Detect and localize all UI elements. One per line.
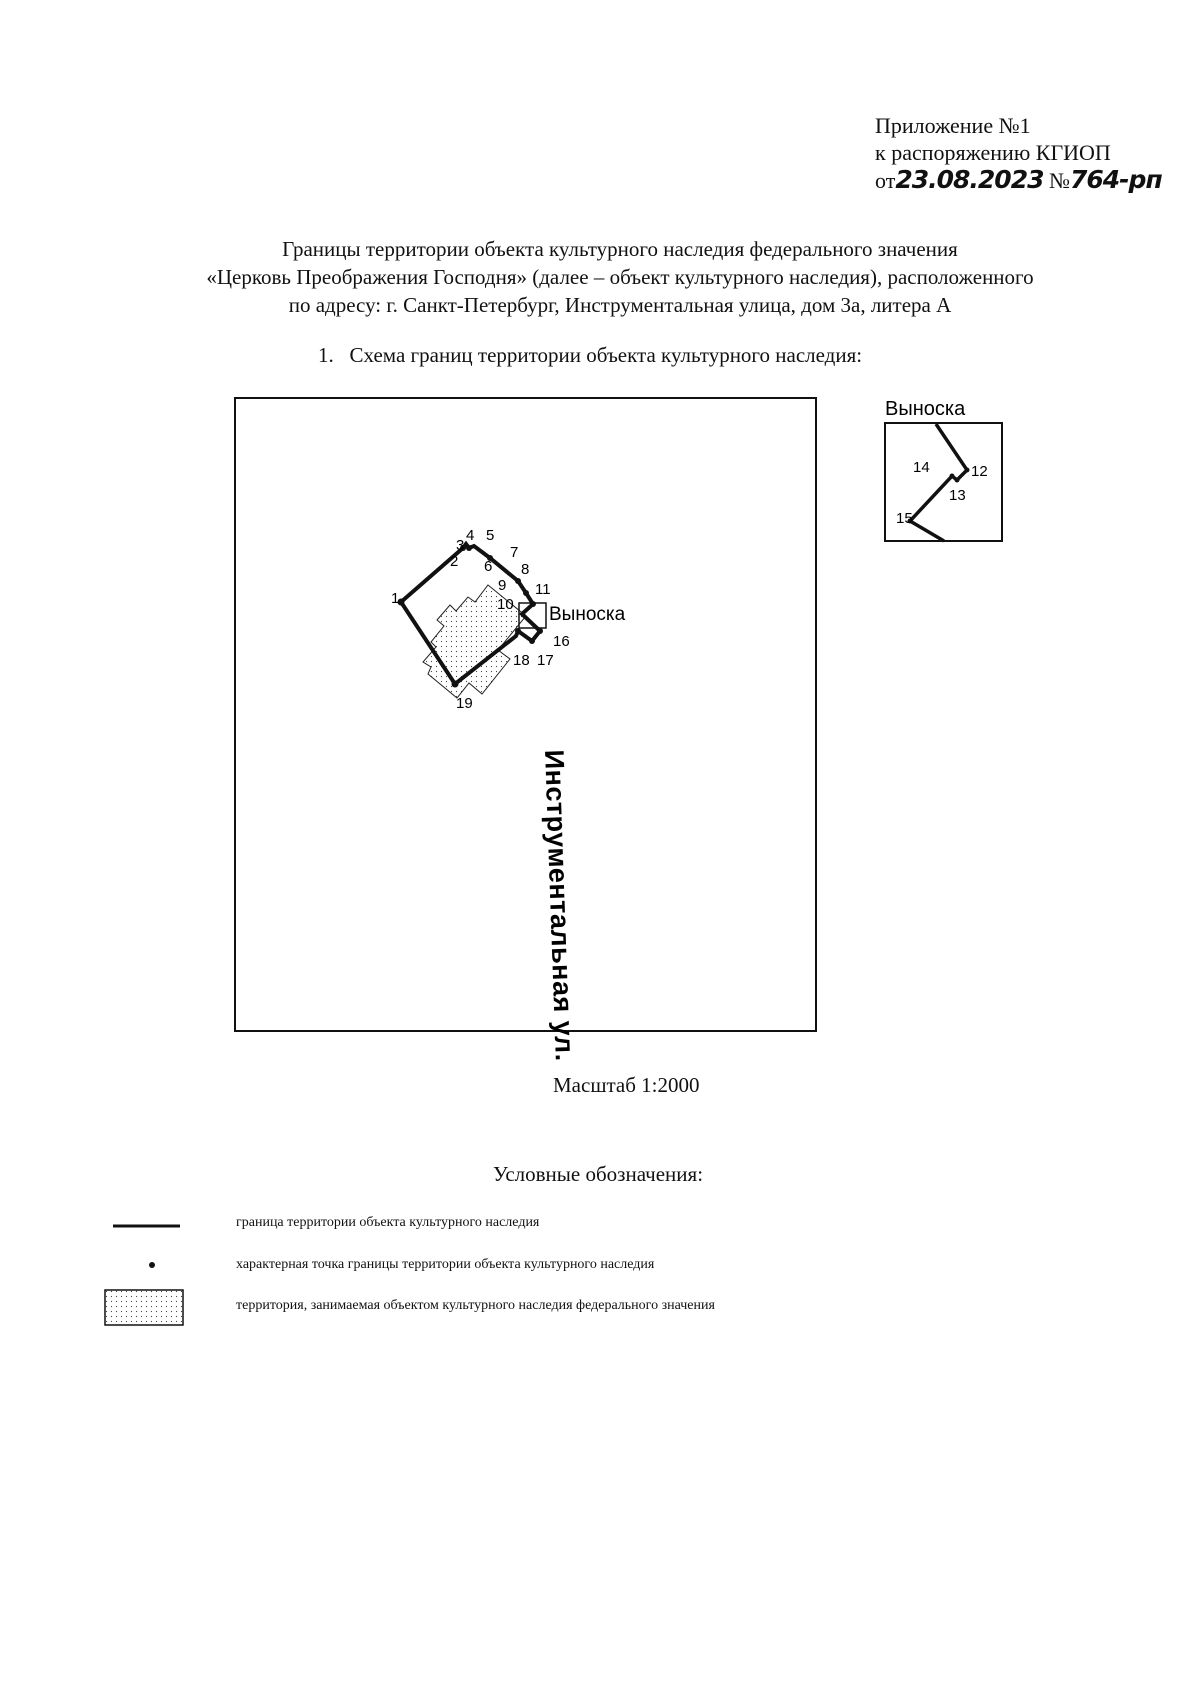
inset-title: Выноска [885,398,966,420]
dotted-area-icon [105,1290,183,1325]
inset-point-label-12: 12 [971,463,988,480]
legend-title: Условные обозначения: [493,1162,704,1186]
inset-point-label-14: 14 [913,459,930,476]
number-prefix: № [1048,168,1070,193]
boundary-point [515,628,521,634]
map-frame [235,398,816,1031]
point-label-4: 4 [466,527,475,544]
point-label-11: 11 [535,581,551,598]
appendix-number: Приложение №1 [875,113,1031,138]
boundary-point [529,638,535,644]
street-label: Инструментальная ул. [539,749,580,1062]
boundary-point [515,578,521,584]
point-label-16: 16 [553,633,570,650]
appendix-order-ref: к распоряжению КГИОП [875,140,1111,165]
from-prefix: от [875,168,896,193]
point-label-1: 1 [391,590,400,607]
point-label-9: 9 [498,577,507,594]
callout-label: Выноска [549,604,626,625]
section-text: Схема границ территории объекта культурного наследия: [349,343,863,367]
point-label-17: 17 [537,652,554,669]
boundary-point [452,681,459,688]
inset-point-label-13: 13 [949,487,966,504]
point-label-3: 3 [456,537,465,554]
section-number: 1. [318,343,334,367]
title-line-3: по адресу: г. Санкт-Петербург, Инструментальная улица, дом 3а, литера А [288,293,952,317]
legend-item-territory: территория, занимаемая объектом культурного наследия федерального значения [236,1298,715,1313]
inset-boundary [910,424,967,541]
boundary-point [537,628,543,634]
order-number: 764-рп [1069,165,1162,194]
point-label-6: 6 [484,558,493,575]
title-line-2: «Церковь Преображения Господня» (далее – объект культурного наследия), расположенного [206,265,1034,289]
title-line-1: Границы территории объекта культурного наследия федерального значения [282,237,958,261]
point-label-18: 18 [513,652,530,669]
map-scale: Масштаб 1:2000 [553,1073,700,1097]
point-label-2: 2 [450,553,459,570]
order-date: 23.08.2023 [895,165,1044,194]
legend-item-point: характерная точка границы территории объекта культурного наследия [236,1257,655,1272]
boundary-point-icon [149,1262,155,1268]
boundary-point [523,590,529,596]
boundary-point [955,478,960,483]
legend-item-boundary: граница территории объекта культурного наследия [236,1215,540,1230]
point-label-19: 19 [456,695,473,712]
boundary-point [950,474,955,479]
boundary-point [466,545,472,551]
point-label-7: 7 [510,544,519,561]
inset-point-label-15: 15 [896,510,913,527]
boundary-point [530,601,536,607]
boundary-point [965,468,970,473]
point-label-5: 5 [486,527,495,544]
point-label-8: 8 [521,561,530,578]
point-label-10: 10 [497,596,514,613]
